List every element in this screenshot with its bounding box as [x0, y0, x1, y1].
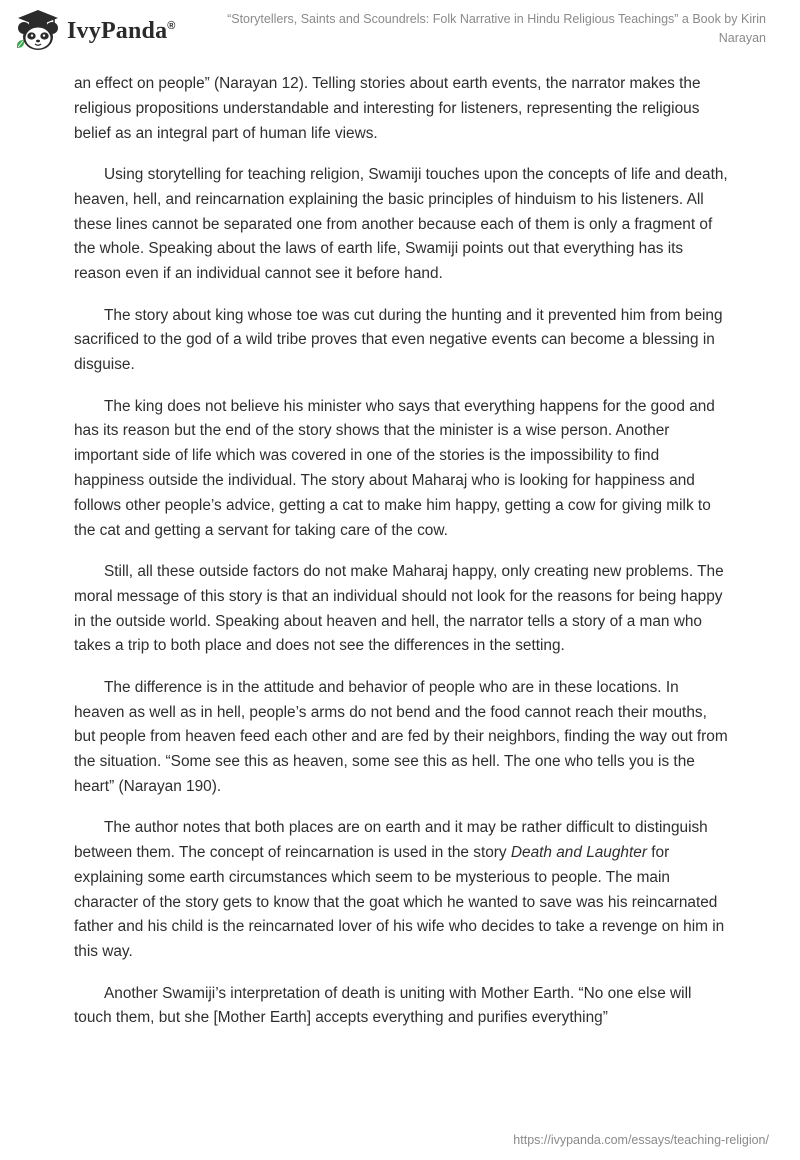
story-title: Death and Laughter	[510, 844, 647, 862]
panda-graduate-icon	[14, 8, 62, 54]
paragraph: Another Swamiji’s interpretation of death is uniting with Mother Earth. “No one else will touch them, but she [Mother Earth] accepts everything and purifies everything”	[74, 984, 692, 1027]
paragraph: an effect on people” (Narayan 12). Telling stories about earth events, the narrator makes the religious propositions understandable and interesting for listeners, representing the religious belief as an integral part of human life views.	[74, 75, 701, 142]
brand-name: IvyPanda®	[67, 17, 176, 44]
paragraph: The king does not believe his minister who says that everything happens for the good and has its reason but the end of the story shows that the minister is a wise person. Another important side of life which was covered in one of the stories is the impossibility to find happiness outside the individual. The story about Maharaj who is looking for happiness and follows other people’s advice, getting a cat to make him happy, getting a cow for giving milk to the cat and getting a servant for taking care of the cow.	[74, 397, 715, 539]
essay-body	[74, 72, 728, 1048]
paragraph: Using storytelling for teaching religion, Swamiji touches upon the concepts of life and death, heaven, hell, and reincarnation explaining the basic principles of hinduism to his listeners. All these lines cannot be separated one from another because each of them is only a fragment of the whole. Speaking about the laws of earth life, Swamiji points out that everything has its reason even if an individual cannot see it before hand.	[74, 165, 728, 283]
source-url[interactable]: https://ivypanda.com/essays/teaching-religion/	[513, 1133, 769, 1147]
paragraph: The difference is in the attitude and behavior of people who are in these locations. In heaven as well as in hell, people’s arms do not bend and the food cannot reach their mouths, but people from heaven feed each other and are fed by their neighbors, finding the way out from the situation. “Some see this as heaven, some see this as hell. The one who tells you is the heart” (Narayan 190).	[74, 678, 728, 795]
paragraph-text: for explaining some earth circumstances which seem to be mysterious to people. The main character of the story gets to know that the goat which he wanted to save was his reincarnated father and his child is the reincarnated lover of his wife who decides to take a revenge on him in this way.	[74, 844, 725, 961]
page-header	[0, 0, 800, 64]
paragraph: Still, all these outside factors do not make Maharaj happy, only creating new problems. The moral message of this story is that an individual should not look for the reasons for being happy in the outside world. Speaking about heaven and hell, the narrator tells a story of a man who takes a trip to both place and does not see the differences in the setting.	[74, 562, 724, 655]
paragraph: The story about king whose toe was cut during the hunting and it prevented him from being sacrificed to the god of a wild tribe proves that even negative events can become a blessing in disguise.	[74, 306, 723, 374]
paragraph-text: The author notes that both places are on earth and it may be rather difficult to distinguish between them. The concept of reincarnation is used in the story	[74, 819, 708, 862]
document-title: “Storytellers, Saints and Scoundrels: Folk Narrative in Hindu Religious Teachings” a Book by Kirin Narayan	[227, 12, 766, 45]
brand-logo[interactable]	[14, 8, 176, 54]
paragraph	[74, 816, 728, 965]
